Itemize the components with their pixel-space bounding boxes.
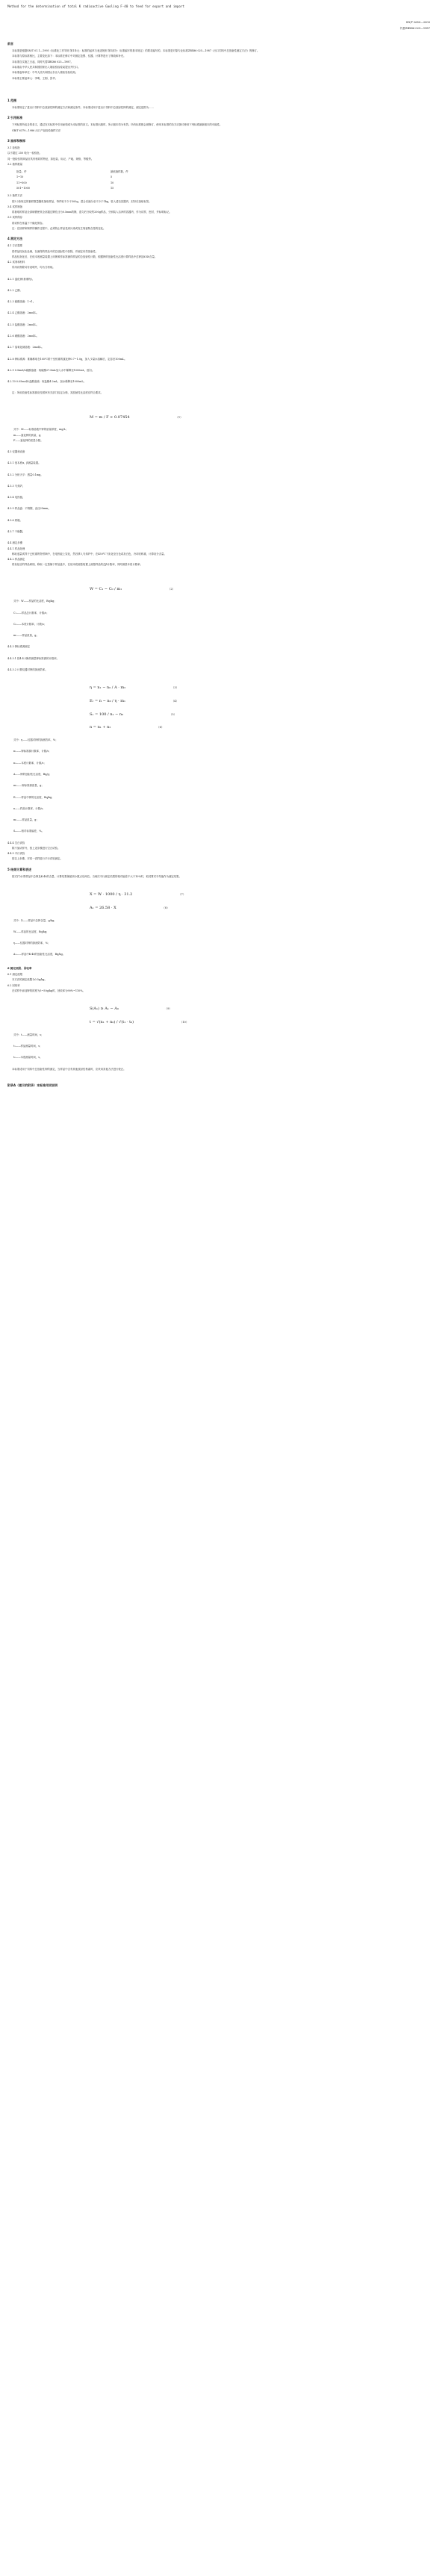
formula-1: M = m / F × 0.07454 （1） [90, 414, 183, 420]
equipment-item: 4.3.5 样品盘：不锈钢，直径25mm。 [7, 507, 51, 511]
section-text: 本标准规定了进出口饲料中总放射性钾的测定方法和测定条件。本标准适用于进出口饲料中总放射性钾的测定，测定范围为…… [12, 105, 154, 109]
where-item: m₂——钾标准源质量，g； [13, 784, 44, 788]
where-item: A——钾的放射性比活度，Bq/g； [13, 772, 52, 776]
clause-text: 所用试剂除另有说明外，均为分析纯。 [12, 266, 55, 270]
formula-number: （4） [171, 699, 179, 703]
formula-9 [90, 1007, 430, 1012]
reagent-item: 4.2.3 硫酸溶液：1+1。 [7, 300, 36, 304]
foreword-para: 本标准自实施之日起，同时代替ZBX86 025—1987。 [12, 60, 74, 63]
appendix-heading: 附录A（提示的附录）本标准用词说明 [7, 1083, 58, 1087]
formula-5: Sₓ = 100 / n₁ − n₀ （5） [90, 712, 177, 717]
where-item: 式中：t——测量时间，s； [13, 1033, 44, 1036]
formula-numerator: n₁ − n₀ [97, 685, 111, 691]
where-item: n——样品计数率，计数/s； [13, 806, 46, 810]
note-text: 注：所用放射性标准源应经国家有关部门检定合格，其放射性比活度应符合要求。 [12, 391, 104, 395]
equipment-item: 4.3.2 分析天平：感量0.1mg。 [7, 473, 43, 476]
where-item: W——样品的比活度，Bq/kg； [13, 930, 49, 933]
formula-numerator: n − n₀ [99, 698, 111, 703]
clause: 4.4.5 平行试验 [7, 852, 25, 856]
formula-denominator: m₁ [116, 586, 122, 591]
formula-denominator: F × 0.07454 [106, 414, 130, 420]
table-cell: 5 [110, 175, 113, 179]
clause: 6.1 测定低限 [7, 973, 23, 977]
where-item: m₁——样品质量，g； [13, 818, 39, 822]
clause-text: 将样品经灰化处理，在测得的样品中的总放射性中扣除，并测定有效放射性。 [12, 249, 99, 253]
table-header-cell: 批量，件 [16, 170, 27, 174]
clause: 3.4 试样制备 [7, 205, 23, 208]
clause-text: 将灰化后的样品研细，称取一定量铺于样品盘中，在低本底测量装置上测量样品的总β计数率，同时测量本底计数率。 [12, 563, 143, 567]
clause: 4.4.3.1 按4.4.2操作测量钾标准源的计数率。 [7, 656, 60, 660]
table-cell: 501~1000 [16, 187, 30, 190]
where-item: n₁——钾标准源计数率，计数/s； [13, 750, 52, 753]
where-item: t₀——本底测量时间，s。 [13, 1056, 43, 1060]
formula-8 [90, 906, 430, 912]
formula-number: （8） [162, 906, 169, 909]
formula-number: （2） [167, 587, 175, 591]
formula-label: X = [90, 892, 97, 897]
section-heading: 3 抽样和制样 [7, 138, 26, 143]
clause-text: 将抽取的样品全部研磨使其全部通过筛孔径为0.5mm的筛，混匀后分取约200g样品，分别装入洁净的容器内，作为试样，密封，并标明标记。 [12, 211, 172, 214]
where-item: Eᵣ——样品中钾的比活度，Bq/kg； [13, 795, 55, 799]
formula-denominator: A · m₂ [114, 685, 126, 691]
clause: 同一批检验的商品应具有相同的特征，如包装、标记、产地、规格、等级等。 [7, 157, 94, 161]
clause: 4.4.1 样品处理 [7, 547, 25, 550]
where-item: η——仪器对钾的探测效率，%； [13, 942, 51, 945]
formula-denominator: η · m₁ [114, 698, 125, 703]
table-cell: 15 [110, 187, 114, 190]
table-cell: 11~500 [16, 181, 27, 184]
foreword-para: 本标准由中华人民共和国国家出入境检验检疫局提出并归口。 [12, 65, 81, 69]
replaces-code: 代替ZBX86 025—1987 [399, 27, 430, 30]
subsection-heading: 6 测定低限、回收率 [7, 966, 32, 970]
where-item: Sₓ——相对标准偏差，%。 [13, 830, 44, 833]
table-row [13, 186, 223, 191]
where-item: m₁——样品质量，g。 [13, 634, 39, 638]
reagent-item: 4.2.5 盐酸溶液：2mol/L。 [7, 323, 39, 326]
formula-label: t = [90, 1020, 96, 1025]
clause-text: 将试样在常温下干燥处保存。 [12, 221, 46, 225]
reference-item: GB/T 6379—1986 出口产品检验抽样方法 [12, 128, 61, 132]
formula-label: M = [90, 414, 98, 420]
formula-number: （9） [164, 1007, 172, 1011]
clause: 4.4 测定步骤 [7, 541, 23, 545]
formula-label: Sₓ = [90, 712, 99, 717]
where-item: A₁——样品中K-40的放射性比活度，Bq/kg。 [13, 953, 66, 956]
where-item: 式中：η——仪器对钾的探测效率，%； [13, 738, 58, 742]
formula-numerator: √(n₁ + n₀) [96, 1020, 116, 1025]
foreword-para: 本标准主要起草人：李明、王刚、张华。 [12, 76, 58, 80]
clause: 6.2 回收率 [7, 983, 20, 987]
where-item: n₀——本底计数率，计数/s； [13, 761, 46, 765]
table-row [13, 181, 223, 186]
equipment-item: 4.3.7 干燥器。 [7, 529, 25, 533]
clause: 4.4.2 样品测定 [7, 558, 25, 561]
table-header-cell: 最低抽样数，件 [110, 170, 128, 174]
where-item: 式中：X——样品中总钾含量，g/kg； [13, 918, 57, 922]
formula-numerator: C₁ − C₀ [99, 586, 113, 591]
foreword-para: 本标准起草单位：中华人民共和国山东出入境检验检疫局。 [12, 71, 78, 75]
table-cell: 1~10 [16, 175, 24, 179]
equipment-item: 4.3.6 烘箱。 [7, 518, 22, 522]
section-text: 下列标准所包含的条文，通过在本标准中引用而构成为本标准的条文。本标准出版时，所示版本均为有效。所有标准都会被修订，使用本标准的各方应探讨使用下列标准最新版本的可能性。 [12, 123, 223, 127]
formula-number: （10） [179, 1021, 189, 1024]
reagent-item: 4.2.9 0.5mol/L硫酸溶液：取硫酸27.8mL加入水中稀释至1000mL，摇匀。 [7, 368, 95, 372]
formula-number: （5） [169, 712, 177, 716]
where-item: C₀——本底计数率，计数/s； [13, 622, 47, 626]
table-row [13, 169, 223, 175]
where-item: C₁——样品总计数率，计数/s； [13, 611, 49, 615]
document-body [7, 36, 430, 1091]
table-row [13, 175, 223, 180]
clause-text: 在试样中添加钾的浓度为5~50g/kg时，回收率为90%~110%。 [12, 989, 85, 992]
formula-number: （3） [171, 686, 179, 690]
section-heading: 4 测定方法 [7, 237, 23, 241]
formula-numerator: W · 1000 [97, 892, 115, 897]
clause: 3.2 抽样数量 [7, 162, 23, 166]
clause: 3.1 检验批 [7, 146, 20, 150]
formula-6 [90, 725, 430, 731]
where-item: 式中：W——样品的比活度，Bq/kg； [13, 600, 57, 603]
clause-text: 按3.2条规定的抽样数量随机抽取样品，每件取不少于300g，混合后缩分至不少于1kg，装入清洁容器内，封好后加贴标签。 [12, 199, 152, 203]
reagent-item: 4.2.2 乙醇。 [7, 288, 22, 292]
clause: 4.3 仪器和设备 [7, 450, 25, 454]
formula-label: η = [90, 685, 96, 691]
foreword-para: 本标准与原标准相比，主要变化如下：本标准在修订中对测定范围、仪器、计算等进行了修改和补充。 [12, 55, 126, 58]
formula-4: Eᵣ = n − n₀ / η · m₁ （4） [90, 698, 179, 703]
where-item: t₁——样品测量时间，s； [13, 1045, 43, 1048]
clause: 4.1 方法提要 [7, 244, 23, 248]
equipment-item: 4.3.4 电热板。 [7, 496, 25, 500]
formula-numerator: m [99, 414, 103, 420]
formula-10: t = √(n₁ + n₀) / √(t₁ · t₀) （10） [90, 1020, 189, 1025]
formula-number: （6） [157, 726, 164, 729]
foreword-para: 本标准是根据SN/T 01.1—1995《标准化工作导则 第1单元：标准的起草与表述规则 第1部分：标准编写的基本规定》的要求编写的。本标准是对原专业标准ZBX86 025—1987《出口饲料中总放射性测定方法》的修订。 [12, 49, 260, 53]
formula-7: X = W · 1000 / η · 31.2 （7） [90, 892, 186, 897]
clause: 4.4.3.2 计算仪器对钾的探测效率。 [7, 668, 48, 671]
clause-text: 除不加试样外，按上述步骤进行空白试验。 [12, 846, 60, 850]
equipment-item: 4.3.1 低本底α、β测量装置。 [7, 461, 41, 465]
where-item: F——氯化钾的质量分数。 [13, 438, 43, 442]
formula-label: n = n₁ + n₂ [90, 725, 111, 730]
clause-text: 称取适量试样于已恒重的瓷坩埚中，在电热板上炭化，然后移入马弗炉中，在450℃下灰化至白色或灰白色，冷却后称重，计算灰分含量。 [12, 552, 167, 556]
table-cell: 10 [110, 181, 114, 184]
formula-label: Eᵣ = [90, 698, 99, 703]
formula-2: W = C₁ − C₀ / m₁ （2） [90, 586, 175, 591]
clause: 3.3 抽样方法 [7, 194, 23, 198]
reagent-item: 4.2.1 氯化钾(基准物)。 [7, 277, 35, 281]
where-item: 式中：M——标准溶液中钾的质量浓度，mg/L； [13, 428, 69, 432]
clause: 3.5 试样保存 [7, 216, 23, 220]
clause: 以不超过 250 吨为一检验批。 [7, 152, 42, 155]
section-text: 按式(7)计算样品中总钾及K-40的含量，计算结果保留到小数点后两位。当两次平行测定结果的相对偏差不大于10%时，取其算术平均值作为测定结果。 [12, 874, 181, 878]
clause: 4.4.3 钾标准源测定 [7, 645, 31, 649]
reagent-item: 4.2.6 硝酸溶液：2mol/L。 [7, 334, 39, 337]
formula-denominator: η · 31.2 [118, 892, 133, 897]
section-heading: 1 范围 [7, 98, 17, 102]
section-heading: 2 引用标准 [7, 116, 23, 120]
clause-text: 按以上步骤，对同一试样进行平行试验测定。 [12, 857, 63, 861]
formula-label: W = [90, 586, 98, 591]
section-heading: 5 结果计算和表述 [7, 867, 32, 871]
formula-denominator: √(t₁ · t₀) [119, 1020, 134, 1025]
clause-text: 样品经灰化后，在低本底测量装置上用钾源作标准测得样品的总放射性计数，根据钾的放射性比活度计算样品中总钾及K-40含量。 [12, 255, 158, 258]
where-item: m——氯化钾的质量，g； [13, 433, 43, 437]
reagent-item: 4.2.8 钾标准源：准确称取在105℃烘干至恒重的氯化钾0.7~1.0g，加入少量水溶解后，定容至100mL。 [7, 357, 127, 361]
formula-label: S(A₁) ≥ A₁ − A₀ [90, 1007, 119, 1012]
reagent-item: 4.2.7 氢氧化钠溶液：2mol/L。 [7, 346, 44, 349]
clause: 4.4.4 空白试验 [7, 841, 25, 844]
foreword-heading: 前言 [7, 42, 13, 46]
sample-table [13, 169, 223, 191]
standard-code: SN/T 0650—2000 [405, 21, 430, 24]
document-title: Method for the determination of total K radioactive Gaoling F-40 to feed for export and import [7, 4, 184, 8]
equipment-item: 4.3.3 马弗炉。 [7, 484, 25, 488]
closing-text: 本标准适用于饲料中总放射性钾的测定，当样品中含有其他放射性核素时，应采用其他方法进行校正。 [12, 1067, 126, 1071]
reagent-item: 4.2.10 0.05mol/L盐酸溶液：取盐酸4.2mL，加水稀释至1000mL。 [7, 380, 86, 384]
formula-3: η = n₁ − n₀ / A · m₂ （3） [90, 685, 179, 691]
clause-text: 本方法的测定低限为0.5g/kg。 [12, 978, 47, 982]
formula-number: （7） [178, 893, 186, 897]
formula-denominator: n₁ − n₀ [110, 712, 124, 717]
reagent-item: 4.2.4 乙酸溶液：2mol/L。 [7, 311, 39, 315]
note-text: 注：在抽样和制样的操作过程中，必须防止样品受到污染或发生残留物含量的变化。 [12, 226, 106, 230]
formula-label: A₁ = 26.58 · X [90, 905, 116, 910]
formula-number: （1） [175, 415, 183, 419]
formula-numerator: 100 [99, 712, 107, 717]
clause: 4.2 试剂和材料 [7, 261, 25, 264]
